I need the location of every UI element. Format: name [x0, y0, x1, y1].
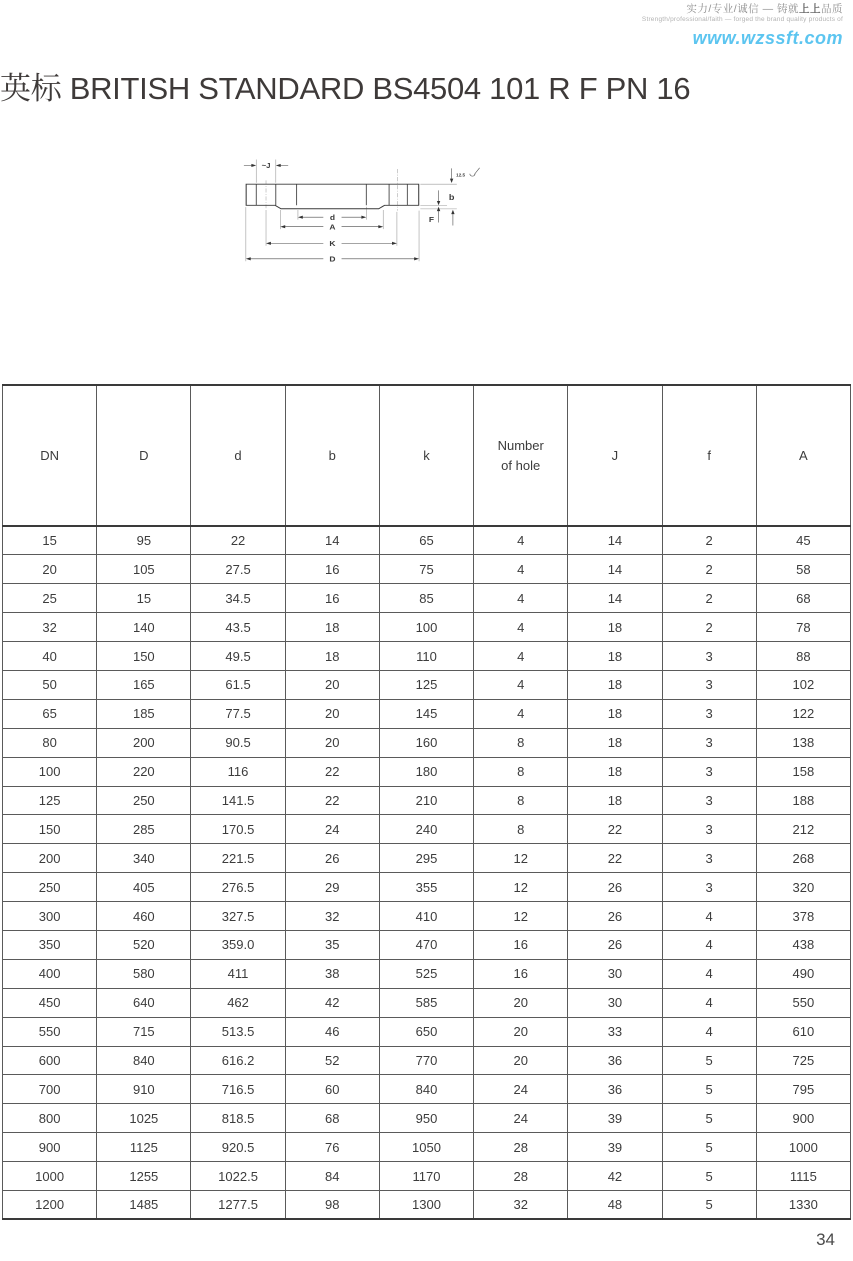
- table-cell: 43.5: [191, 613, 285, 642]
- table-cell: 122: [756, 699, 850, 728]
- flange-outline: [246, 184, 419, 209]
- dim-label-d-outer: D: [329, 254, 336, 264]
- table-cell: 18: [568, 670, 662, 699]
- table-cell: 400: [3, 959, 97, 988]
- table-cell: 65: [3, 699, 97, 728]
- table-cell: 61.5: [191, 670, 285, 699]
- table-cell: 14: [568, 526, 662, 555]
- table-cell: 1200: [3, 1190, 97, 1219]
- website-url: www.wzssft.com: [692, 28, 843, 49]
- table-cell: 359.0: [191, 930, 285, 959]
- table-row: [3, 555, 851, 584]
- table-cell: 138: [756, 728, 850, 757]
- table-cell: 60: [285, 1075, 379, 1104]
- table-cell: 26: [568, 930, 662, 959]
- table-cell: 24: [285, 815, 379, 844]
- table-row: [3, 613, 851, 642]
- header-cell: f: [662, 385, 756, 526]
- table-cell: 405: [97, 873, 191, 902]
- table-cell: 65: [379, 526, 473, 555]
- table-cell: 221.5: [191, 844, 285, 873]
- table-row: [3, 873, 851, 902]
- table-cell: 1485: [97, 1190, 191, 1219]
- table-cell: 210: [379, 786, 473, 815]
- table-cell: 5: [662, 1133, 756, 1162]
- table-cell: 250: [3, 873, 97, 902]
- table-cell: 188: [756, 786, 850, 815]
- table-cell: 4: [474, 642, 568, 671]
- table-cell: 50: [3, 670, 97, 699]
- table-cell: 12: [474, 902, 568, 931]
- table-cell: 34.5: [191, 584, 285, 613]
- table-cell: 1022.5: [191, 1162, 285, 1191]
- table-cell: 14: [285, 526, 379, 555]
- table-row: [3, 1133, 851, 1162]
- table-row: [3, 757, 851, 786]
- table-cell: 600: [3, 1046, 97, 1075]
- table-row: [3, 642, 851, 671]
- table-cell: 4: [474, 526, 568, 555]
- table-cell: 8: [474, 757, 568, 786]
- table-cell: 8: [474, 728, 568, 757]
- table-cell: 4: [662, 1017, 756, 1046]
- table-cell: 100: [379, 613, 473, 642]
- table-cell: 220: [97, 757, 191, 786]
- table-cell: 40: [3, 642, 97, 671]
- table-cell: 410: [379, 902, 473, 931]
- table-cell: 18: [285, 613, 379, 642]
- dim-label-k: K: [329, 239, 336, 248]
- table-cell: 33: [568, 1017, 662, 1046]
- table-cell: 3: [662, 757, 756, 786]
- table-cell: 75: [379, 555, 473, 584]
- table-row: [3, 844, 851, 873]
- table-cell: 42: [568, 1162, 662, 1191]
- table-cell: 4: [474, 699, 568, 728]
- table-cell: 411: [191, 959, 285, 988]
- table-cell: 46: [285, 1017, 379, 1046]
- bolt-centerlines: [266, 169, 398, 211]
- table-cell: 450: [3, 988, 97, 1017]
- flange-table-head: [3, 385, 851, 526]
- table-cell: 3: [662, 699, 756, 728]
- table-cell: 950: [379, 1104, 473, 1133]
- table-cell: 18: [285, 642, 379, 671]
- table-cell: 14: [568, 555, 662, 584]
- table-cell: 165: [97, 670, 191, 699]
- header-cell: D: [97, 385, 191, 526]
- table-cell: 20: [474, 988, 568, 1017]
- table-cell: 48: [568, 1190, 662, 1219]
- table-cell: 1330: [756, 1190, 850, 1219]
- page-number: 34: [816, 1230, 835, 1249]
- table-cell: 4: [662, 988, 756, 1017]
- table-cell: 16: [285, 555, 379, 584]
- table-cell: 490: [756, 959, 850, 988]
- table-cell: 30: [568, 959, 662, 988]
- table-cell: 32: [474, 1190, 568, 1219]
- table-row: [3, 1046, 851, 1075]
- header-cell: J: [568, 385, 662, 526]
- table-cell: 520: [97, 930, 191, 959]
- header-cell: d: [191, 385, 285, 526]
- table-cell: 3: [662, 844, 756, 873]
- table-cell: 105: [97, 555, 191, 584]
- table-row: [3, 902, 851, 931]
- brand-tagline-cn: [642, 3, 843, 16]
- table-cell: 550: [3, 1017, 97, 1046]
- table-cell: 18: [568, 642, 662, 671]
- roughness-check-icon: [470, 168, 480, 176]
- table-cell: 3: [662, 728, 756, 757]
- table-row: [3, 1104, 851, 1133]
- table-cell: 12: [474, 873, 568, 902]
- table-cell: 650: [379, 1017, 473, 1046]
- table-cell: 2: [662, 584, 756, 613]
- table-row: [3, 786, 851, 815]
- table-cell: 24: [474, 1075, 568, 1104]
- table-cell: 355: [379, 873, 473, 902]
- table-cell: 28: [474, 1162, 568, 1191]
- header-cell: A: [756, 385, 850, 526]
- table-cell: 25: [3, 584, 97, 613]
- table-cell: 58: [756, 555, 850, 584]
- flange-table-body: [3, 526, 851, 1219]
- table-row: [3, 699, 851, 728]
- table-cell: 27.5: [191, 555, 285, 584]
- table-cell: 88: [756, 642, 850, 671]
- table-cell: 640: [97, 988, 191, 1017]
- table-cell: 30: [568, 988, 662, 1017]
- table-cell: 141.5: [191, 786, 285, 815]
- table-row: [3, 1190, 851, 1219]
- table-cell: 49.5: [191, 642, 285, 671]
- page-title: 英标 BRITISH STANDARD BS4504 101 R F PN 16: [0, 70, 691, 106]
- brand-header: [642, 3, 843, 50]
- table-cell: 1000: [3, 1162, 97, 1191]
- table-cell: 32: [3, 613, 97, 642]
- dimension-labels: [262, 161, 455, 263]
- table-cell: 29: [285, 873, 379, 902]
- table-row: [3, 1017, 851, 1046]
- table-cell: 1125: [97, 1133, 191, 1162]
- table-cell: 240: [379, 815, 473, 844]
- table-cell: 16: [285, 584, 379, 613]
- table-cell: 840: [379, 1075, 473, 1104]
- table-cell: 250: [97, 786, 191, 815]
- table-row: [3, 526, 851, 555]
- table-cell: 800: [3, 1104, 97, 1133]
- table-cell: 15: [97, 584, 191, 613]
- table-cell: 185: [97, 699, 191, 728]
- table-cell: 68: [756, 584, 850, 613]
- table-cell: 4: [474, 613, 568, 642]
- table-cell: 125: [379, 670, 473, 699]
- table-cell: 2: [662, 555, 756, 584]
- table-cell: 20: [285, 728, 379, 757]
- table-cell: 200: [3, 844, 97, 873]
- table-cell: 5: [662, 1046, 756, 1075]
- table-cell: 116: [191, 757, 285, 786]
- table-cell: 716.5: [191, 1075, 285, 1104]
- table-cell: 715: [97, 1017, 191, 1046]
- table-cell: 22: [568, 844, 662, 873]
- table-cell: 78: [756, 613, 850, 642]
- table-row: [3, 670, 851, 699]
- table-cell: 200: [97, 728, 191, 757]
- table-cell: 795: [756, 1075, 850, 1104]
- flange-table: [2, 384, 851, 1220]
- table-cell: 1300: [379, 1190, 473, 1219]
- dim-label-a: A: [329, 222, 336, 232]
- table-cell: 22: [285, 757, 379, 786]
- table-cell: 14: [568, 584, 662, 613]
- table-cell: 5: [662, 1075, 756, 1104]
- table-cell: 4: [474, 584, 568, 613]
- table-cell: 45: [756, 526, 850, 555]
- table-cell: 285: [97, 815, 191, 844]
- table-cell: 470: [379, 930, 473, 959]
- table-cell: 900: [756, 1104, 850, 1133]
- table-row: [3, 815, 851, 844]
- table-cell: 52: [285, 1046, 379, 1075]
- dimension-arrowheads: [246, 164, 455, 260]
- dimension-lines: [244, 165, 453, 258]
- table-cell: 20: [3, 555, 97, 584]
- table-cell: 39: [568, 1133, 662, 1162]
- table-cell: 3: [662, 670, 756, 699]
- table-cell: 378: [756, 902, 850, 931]
- table-cell: 438: [756, 930, 850, 959]
- table-cell: 16: [474, 959, 568, 988]
- header-row: [3, 385, 851, 526]
- header-cell: DN: [3, 385, 97, 526]
- table-cell: 580: [97, 959, 191, 988]
- table-cell: 4: [474, 555, 568, 584]
- table-cell: 585: [379, 988, 473, 1017]
- table-cell: 18: [568, 728, 662, 757]
- table-row: [3, 584, 851, 613]
- table-cell: 276.5: [191, 873, 285, 902]
- table-cell: 22: [285, 786, 379, 815]
- table-cell: 18: [568, 757, 662, 786]
- table-cell: 100: [3, 757, 97, 786]
- table-cell: 36: [568, 1046, 662, 1075]
- table-cell: 8: [474, 815, 568, 844]
- table-cell: 15: [3, 526, 97, 555]
- table-cell: 3: [662, 815, 756, 844]
- table-cell: 80: [3, 728, 97, 757]
- table-cell: 1025: [97, 1104, 191, 1133]
- table-cell: 3: [662, 873, 756, 902]
- flange-drawing: [225, 150, 645, 370]
- table-cell: 8: [474, 786, 568, 815]
- table-cell: 1115: [756, 1162, 850, 1191]
- extension-lines: [246, 160, 457, 262]
- table-row: [3, 1162, 851, 1191]
- header-cell: Number of hole: [474, 385, 568, 526]
- table-cell: 12: [474, 844, 568, 873]
- dim-label-d-inner: d: [329, 213, 336, 222]
- table-cell: 140: [97, 613, 191, 642]
- table-cell: 26: [285, 844, 379, 873]
- table-cell: 3: [662, 642, 756, 671]
- table-cell: 300: [3, 902, 97, 931]
- table-cell: 20: [285, 670, 379, 699]
- table-cell: 20: [285, 699, 379, 728]
- table-cell: 4: [474, 670, 568, 699]
- table-cell: 610: [756, 1017, 850, 1046]
- roughness-symbol: [456, 168, 479, 178]
- table-cell: 327.5: [191, 902, 285, 931]
- table-cell: 5: [662, 1162, 756, 1191]
- table-cell: 920.5: [191, 1133, 285, 1162]
- table-cell: 68: [285, 1104, 379, 1133]
- table-cell: 20: [474, 1017, 568, 1046]
- table-cell: 460: [97, 902, 191, 931]
- dim-label-j: ~J: [261, 161, 271, 170]
- table-cell: 160: [379, 728, 473, 757]
- table-cell: 145: [379, 699, 473, 728]
- table-cell: 98: [285, 1190, 379, 1219]
- table-cell: 462: [191, 988, 285, 1017]
- table-cell: 1050: [379, 1133, 473, 1162]
- table-cell: 840: [97, 1046, 191, 1075]
- table-cell: 350: [3, 930, 97, 959]
- roughness-value: 12.5: [456, 172, 466, 178]
- table-cell: 1277.5: [191, 1190, 285, 1219]
- table-row: [3, 728, 851, 757]
- table-row: [3, 959, 851, 988]
- table-cell: 38: [285, 959, 379, 988]
- table-cell: 16: [474, 930, 568, 959]
- table-cell: 26: [568, 873, 662, 902]
- table-cell: 513.5: [191, 1017, 285, 1046]
- table-cell: 525: [379, 959, 473, 988]
- table-cell: 1170: [379, 1162, 473, 1191]
- table-cell: 295: [379, 844, 473, 873]
- dim-label-b: b: [448, 192, 455, 202]
- table-cell: 770: [379, 1046, 473, 1075]
- table-cell: 95: [97, 526, 191, 555]
- brand-tagline-en: Strength/professional/faith — forged the brand quality products of: [641, 16, 843, 24]
- table-cell: 22: [191, 526, 285, 555]
- table-cell: 1000: [756, 1133, 850, 1162]
- table-cell: 2: [662, 613, 756, 642]
- table-cell: 320: [756, 873, 850, 902]
- table-cell: 910: [97, 1075, 191, 1104]
- table-cell: 150: [3, 815, 97, 844]
- table-cell: 4: [662, 930, 756, 959]
- dim-label-f: F: [428, 215, 435, 224]
- table-cell: 268: [756, 844, 850, 873]
- table-cell: 4: [662, 959, 756, 988]
- table-cell: 84: [285, 1162, 379, 1191]
- table-cell: 90.5: [191, 728, 285, 757]
- table-cell: 20: [474, 1046, 568, 1075]
- table-cell: 900: [3, 1133, 97, 1162]
- table-cell: 42: [285, 988, 379, 1017]
- table-cell: 818.5: [191, 1104, 285, 1133]
- table-cell: 18: [568, 699, 662, 728]
- tagline-cn-suffix: 品质: [821, 3, 843, 15]
- table-cell: 3: [662, 786, 756, 815]
- table-cell: 18: [568, 613, 662, 642]
- tagline-cn-prefix: 实力/专业/诚信 — 铸就: [686, 3, 799, 15]
- table-cell: 28: [474, 1133, 568, 1162]
- table-cell: 76: [285, 1133, 379, 1162]
- header-cell: b: [285, 385, 379, 526]
- table-cell: 32: [285, 902, 379, 931]
- table-cell: 150: [97, 642, 191, 671]
- table-cell: 36: [568, 1075, 662, 1104]
- table-row: [3, 988, 851, 1017]
- table-cell: 24: [474, 1104, 568, 1133]
- table-cell: 616.2: [191, 1046, 285, 1075]
- table-cell: 158: [756, 757, 850, 786]
- table-cell: 170.5: [191, 815, 285, 844]
- flange-section-lines: [256, 184, 407, 205]
- table-cell: 35: [285, 930, 379, 959]
- table-cell: 340: [97, 844, 191, 873]
- table-cell: 550: [756, 988, 850, 1017]
- table-cell: 26: [568, 902, 662, 931]
- table-cell: 85: [379, 584, 473, 613]
- table-cell: 102: [756, 670, 850, 699]
- table-cell: 110: [379, 642, 473, 671]
- header-cell: k: [379, 385, 473, 526]
- table-cell: 725: [756, 1046, 850, 1075]
- table-cell: 212: [756, 815, 850, 844]
- table-cell: 77.5: [191, 699, 285, 728]
- table-cell: 39: [568, 1104, 662, 1133]
- table-cell: 5: [662, 1104, 756, 1133]
- table-row: [3, 930, 851, 959]
- table-cell: 125: [3, 786, 97, 815]
- table-cell: 180: [379, 757, 473, 786]
- table-cell: 18: [568, 786, 662, 815]
- table-cell: 22: [568, 815, 662, 844]
- table-cell: 700: [3, 1075, 97, 1104]
- tagline-cn-bold: 上上: [799, 3, 821, 15]
- table-cell: 1255: [97, 1162, 191, 1191]
- table-row: [3, 1075, 851, 1104]
- table-cell: 2: [662, 526, 756, 555]
- table-cell: 5: [662, 1190, 756, 1219]
- table-cell: 4: [662, 902, 756, 931]
